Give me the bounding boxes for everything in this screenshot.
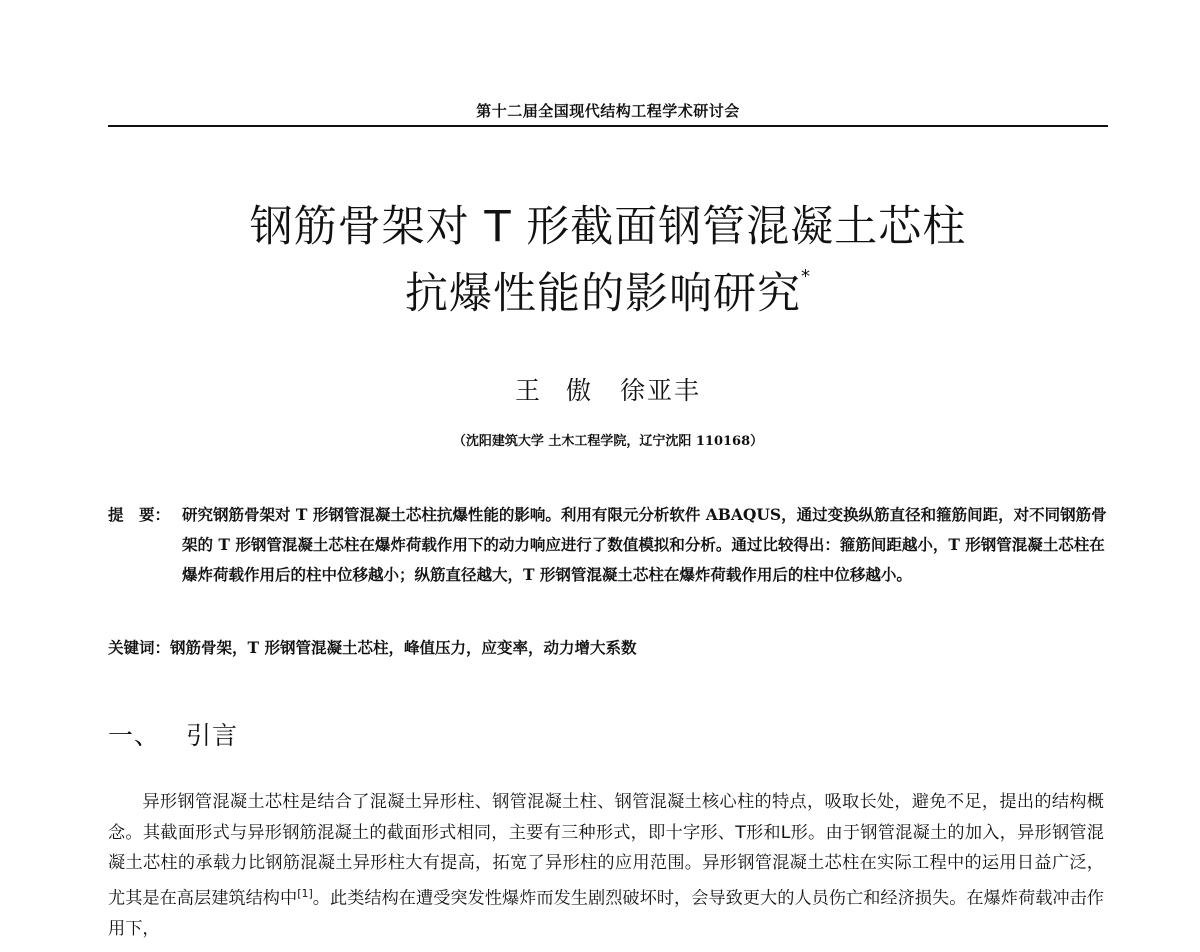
- title-footnote-mark: *: [801, 266, 811, 287]
- paper-title-line-2: 抗爆性能的影响研究*: [405, 266, 811, 319]
- section-title: 引言: [186, 721, 239, 750]
- abstract-label: 提 要：: [108, 505, 171, 524]
- authors: 王 傲 徐亚丰: [515, 376, 701, 405]
- keywords-label: 关键词：: [108, 638, 171, 657]
- abstract-text: 研究钢筋骨架对 T 形钢管混凝土芯柱抗爆性能的影响。利用有限元分析软件 ABAQUS，通过变换纵筋直径和箍筋间距，对不同钢筋骨架的 T 形钢管混凝土芯柱在爆炸荷载作用下的动力响应进行了数值模拟和分析。通过比较得出：箍筋间距越小，T 形钢管混凝土芯柱在爆炸荷载作用后的柱中位移越小；纵筋直径越大，T 形钢管混凝土芯柱在爆炸荷载作用后的柱中位移越小。: [182, 505, 1107, 584]
- running-header: 第十二届全国现代结构工程学术研讨会: [476, 102, 740, 120]
- section-heading: [108, 716, 238, 752]
- affiliation: （沈阳建筑大学 土木工程学院，辽宁沈阳 110168）: [452, 434, 764, 449]
- body-paragraph: [108, 787, 1104, 944]
- abstract: [108, 500, 1108, 590]
- paragraph-text-1: 异形钢管混凝土芯柱是结合了混凝土异形柱、钢管混凝土柱、钢管混凝土核心柱的特点，吸取长处，避免不足，提出的结构概念。其截面形式与异形钢筋混凝土的截面形式相同，主要有三种形式，即十字形、T形和L形。由于钢管混凝土的加入，异形钢管混凝土芯柱的承载力比钢筋混凝土异形柱大有提高，拓宽了异形柱的应用范围。异形钢管混凝土芯柱在实际工程中的运用日益广泛，尤其是在高层建筑结构中: [108, 792, 1104, 909]
- keywords-text: 钢筋骨架，T 形钢管混凝土芯柱，峰值压力，应变率，动力增大系数: [170, 638, 637, 657]
- section-number: 一、: [108, 721, 161, 750]
- paragraph-text-2: 。此类结构在遭受突发性爆炸而发生剧烈破坏时，会导致更大的人员伤亡和经济损失。在爆炸荷载冲击作用下，: [108, 888, 1104, 939]
- keywords: [108, 635, 1108, 661]
- header-rule: [108, 125, 1108, 127]
- paper-title-line-1: 钢筋骨架对 T 形截面钢管混凝土芯柱: [249, 202, 967, 252]
- citation-ref: [1]: [297, 886, 313, 900]
